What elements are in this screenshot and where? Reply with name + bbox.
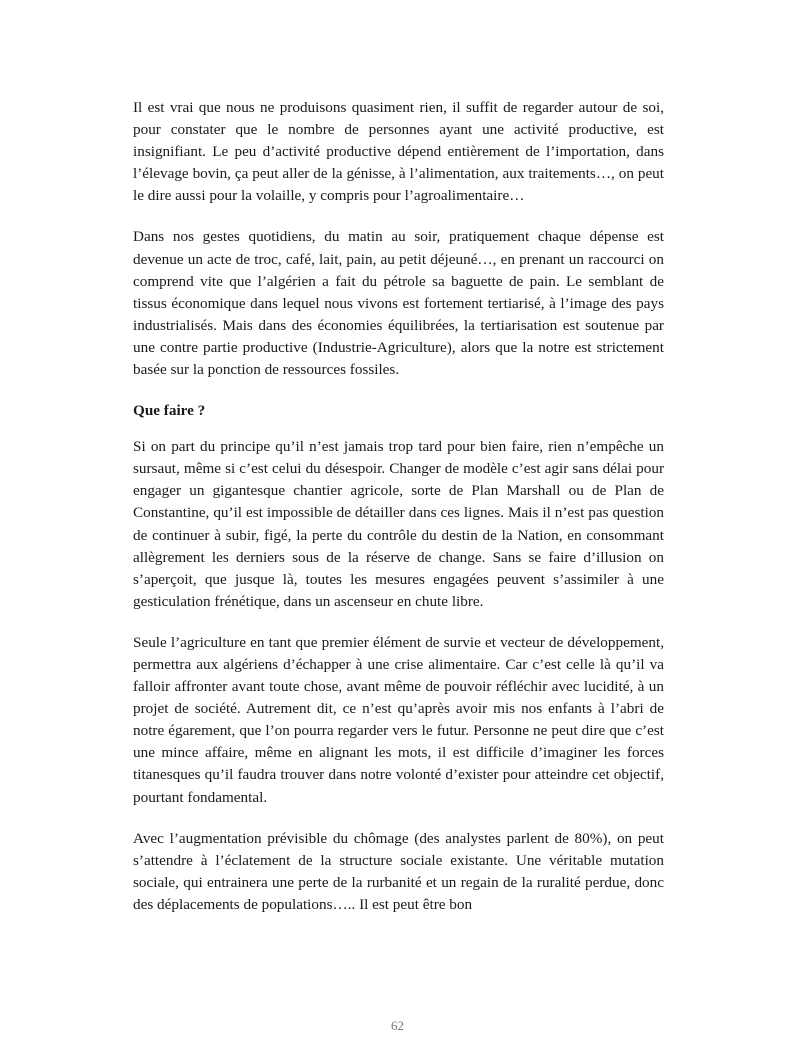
paragraph-quotidien: Dans nos gestes quotidiens, du matin au soir, pratiquement chaque dépense est devenue un acte de troc, café, lait, pain, au petit déjeuné…, en prenant un raccourci on comprend vite que l’algérien a fait du pétrole sa baguette de pain. Le semblant de tissus économique dans lequel nous vivons est fortement tertiarisé, à l’image des pays industrialisés. Mais dans des économies équilibrées, la tertiarisation est soutenue par une contre partie productive (Industrie-Agriculture), alors que la notre est strictement basée sur la ponction de ressources fossiles. [133,228,664,379]
paragraph-importation: Il est vrai que nous ne produisons quasiment rien, il suffit de regarder autour de soi, pour constater que le nombre de personnes ayant une activité productive, est insignifiant. Le peu d’activité productive dépend entièrement de l’importation, dans l’élevage bovin, ça peut aller de la génisse, à l’alimentation, aux traitements…, on peut le dire aussi pour la volaille, y compris pour l’agroalimentaire… [133,99,664,205]
page-number: 62 [391,1018,404,1033]
document-page [133,97,664,935]
paragraph-agriculture: Seule l’agriculture en tant que premier élément de survie et vecteur de développement, permettra aux algériens d’échapper à une crise alimentaire. Car c’est celle là qu’il va falloir affronter avant toute chose, avant même de pouvoir réfléchir avec lucidité, à un projet de société. Autrement dit, ce n’est qu’après avoir mis nos enfants à l’abri de notre égarement, que l’on pourra regarder vers le futur. Personne ne peut dire que c’est une mince affaire, même en alignant les mots, il est difficile d’imaginer les forces titanesques qu’il faudra trouver dans notre volonté d’exister pour atteindre cet objectif, pourtant fondamental. [133,633,664,806]
section-heading: Que faire ? [133,402,206,420]
paragraph-chomage: Avec l’augmentation prévisible du chômage (des analystes parlent de 80%), on peut s’attendre à l’éclatement de la structure sociale existante. Une véritable mutation sociale, qui entrainera une perte de la rurbanité et un regain de la ruralité perdue, donc des déplacements de populations….. Il est peut être bon [133,829,664,913]
paragraph-principe: Si on part du principe qu’il n’est jamais trop tard pour bien faire, rien n’empêche un sursaut, même si c’est celui du désespoir. Changer de modèle c’est agir sans délai pour engager un gigantesque chantier agricole, sorte de Plan Marshall ou de Plan de Constantine, qu’il est impossible de détailler dans ces lignes. Mais il n’est pas question de continuer à subir, figé, la perte du contrôle du destin de la Nation, en consommant allègrement les derniers sous de la réserve de change. Sans se faire d’illusion on s’aperçoit, que jusque là, toutes les mesures engagées peuvent s’assimiler à une gesticulation frénétique, dans un ascenseur en chute libre. [133,438,664,610]
